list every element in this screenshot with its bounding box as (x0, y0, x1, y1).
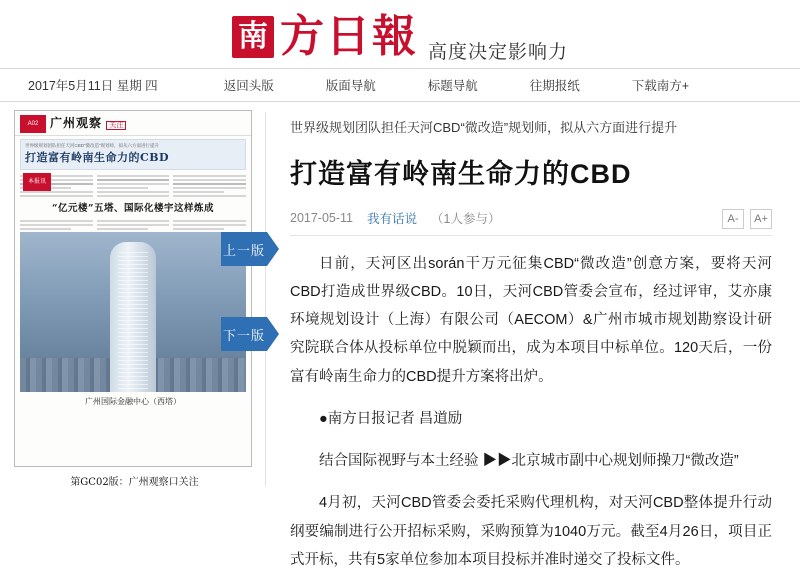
thumbnail-section-title: 广州观察 (50, 116, 102, 130)
text-line (97, 183, 170, 185)
text-line (97, 191, 170, 193)
text-line (173, 191, 224, 193)
thumbnail-header (15, 111, 251, 136)
article-paragraph: 日前，天河区出során干万元征集CBD“微改造”创意方案，要将天河CBD打造成世界级CBD。10日，天河CBD管委会宣布，经过评审，艾亦康环境规划设计（上海）有限公司（AECOM）&广州市城市规划勘察设计研究院联合体从投标单位中脱颖而出，成为本项目中标单位。120天后，一份富有岭南生命力的CBD提升方案将出炉。 (290, 250, 772, 391)
nav-back-to-front[interactable]: 返回头版 (198, 76, 300, 94)
text-line (173, 183, 246, 185)
font-decrease-button[interactable]: A- (722, 209, 744, 229)
thumbnail-section-tag: 关注 (106, 121, 126, 130)
article-paragraph: 4月初，天河CBD管委会委托采购代理机构，对天河CBD整体提升行动纲要编制进行公开招标采购，采购预算为1040万元。截至4月26日，项目正式开标，共有5家单位参加本项目投标并准时递交了投标文件。 (290, 489, 772, 574)
page-badge: A02 (20, 115, 46, 133)
text-line (173, 195, 246, 197)
thumbnail-column-4 (20, 218, 93, 232)
logo-mark: 南 (232, 16, 274, 58)
page-title: 打造富有岭南生命力的CBD (290, 152, 772, 191)
next-page-button[interactable]: 下一版 (221, 317, 267, 351)
thumbnail-column-2 (97, 173, 170, 199)
nav-title-navigation[interactable]: 标题导航 (402, 76, 504, 94)
text-line (20, 220, 93, 222)
nav-item-list (198, 76, 715, 94)
nav-page-navigation[interactable]: 版面导航 (300, 76, 402, 94)
text-line (97, 175, 170, 177)
thumbnail-kicker: 世界级规划团队担任天河CBD“微改造”规划师，拟从六方面进行提升 (25, 143, 241, 150)
text-line (173, 228, 224, 230)
article-paragraph-subhead: 结合国际视野与本土经验 ▶▶北京城市副中心规划师操刀“微改造” (290, 447, 772, 475)
text-line (173, 175, 246, 177)
page-footer-label[interactable]: 第GC02版：广州观察口关注 (14, 473, 255, 488)
text-line (173, 224, 246, 226)
article-date: 2017-05-11 (290, 211, 353, 225)
masthead-slogan: 高度决定影响力 (428, 37, 568, 68)
text-line (97, 228, 148, 230)
site-logo[interactable] (232, 15, 418, 59)
thumbnail-column-6 (173, 218, 246, 232)
tower-graphic (110, 242, 156, 392)
thumbnail-stamp: 本报讯 (23, 173, 51, 191)
text-line (173, 220, 246, 222)
thumbnail-photo (20, 232, 246, 392)
article-meta (290, 209, 772, 236)
text-line (97, 179, 170, 181)
font-size-controls (722, 209, 772, 229)
previous-page-button[interactable]: 上一版 (221, 232, 267, 266)
masthead (0, 0, 800, 68)
thumbnail-text-columns-2 (15, 218, 251, 232)
nav-download-app[interactable]: 下载南方+ (606, 76, 715, 94)
text-line (97, 187, 148, 189)
text-line (20, 195, 93, 197)
thumbnail-photo-caption: 广州国际金融中心（西塔） (15, 392, 251, 410)
newspaper-page-thumbnail[interactable] (14, 110, 252, 467)
nav-past-issues[interactable]: 往期报纸 (504, 76, 606, 94)
text-line (97, 224, 170, 226)
font-increase-button[interactable]: A+ (750, 209, 772, 229)
thumbnail-headline: 打造富有岭南生命力的CBD (25, 151, 241, 166)
text-line (97, 195, 170, 197)
comment-count: （1人参与） (431, 209, 500, 227)
article-column (266, 102, 800, 500)
issue-date: 2017年5月11日 星期 四 (0, 76, 198, 94)
text-line (20, 224, 93, 226)
page-preview-column (0, 102, 265, 500)
thumbnail-subheadline: “亿元楼”五塔、国际化楼宇这样炼成 (15, 199, 251, 219)
text-line (173, 179, 246, 181)
article-paragraph-byline: ●南方日报记者 昌道励 (290, 405, 772, 433)
thumbnail-column-3 (173, 173, 246, 199)
article-body (290, 250, 772, 574)
thumbnail-column-5 (97, 218, 170, 232)
text-line (97, 220, 170, 222)
content-area (0, 102, 800, 500)
article-kicker: 世界级规划团队担任天河CBD“微改造”规划师，拟从六方面进行提升 (290, 118, 772, 138)
main-navbar (0, 68, 800, 102)
thumbnail-lead-banner (20, 139, 246, 170)
text-line (173, 187, 246, 189)
text-line (20, 228, 71, 230)
logo-text: 方日報 (280, 15, 418, 59)
comment-link[interactable]: 我有话说 (367, 209, 417, 227)
